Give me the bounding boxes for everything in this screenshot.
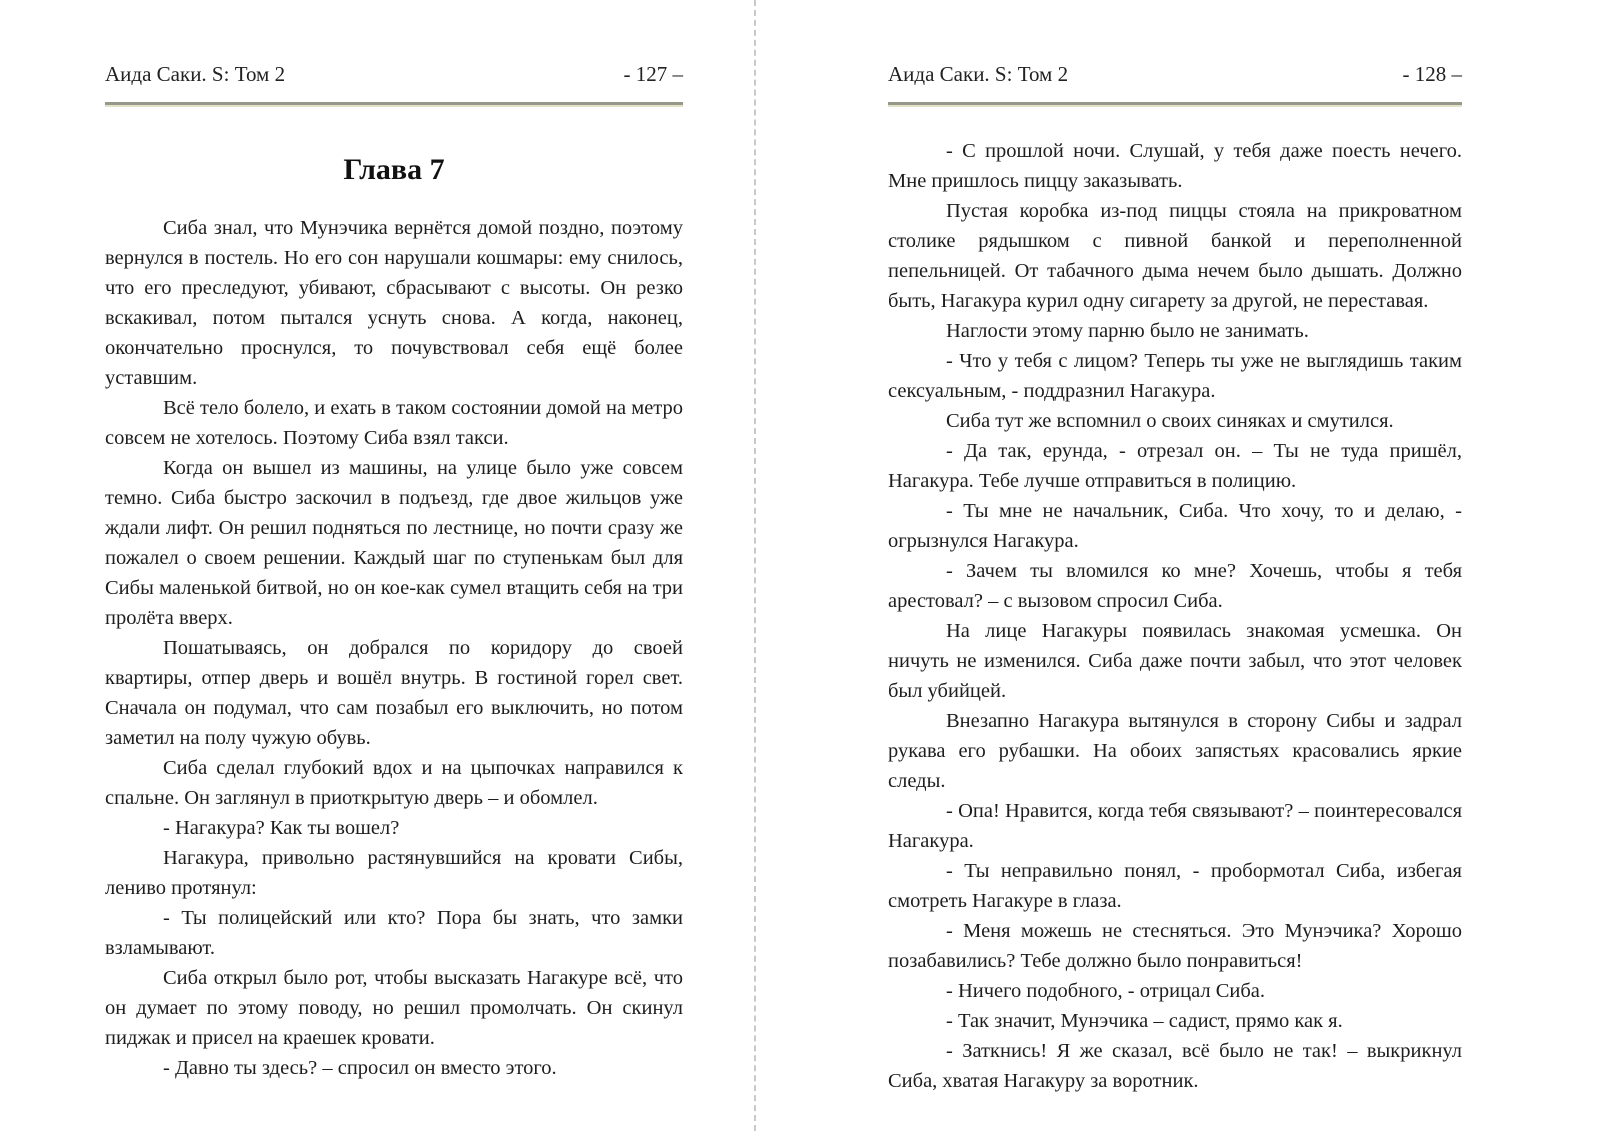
running-header [888, 62, 1462, 87]
header-title: Аида Саки. S: Том 2 [888, 62, 1069, 86]
paragraph: Сиба сделал глубокий вдох и на цыпочках направился к спальне. Он заглянул в приоткрытую дверь – и обомлел. [105, 757, 683, 809]
paragraph: - Меня можешь не стесняться. Это Мунэчика? Хорошо позабавились? Тебе должно было понравиться! [888, 920, 1462, 972]
page-fold-divider [754, 0, 756, 1131]
paragraph: - Ты неправильно понял, - пробормотал Сиба, избегая смотреть Нагакуре в глаза. [888, 860, 1462, 912]
page-number: - 127 – [623, 62, 683, 86]
page-right [888, 62, 1462, 1096]
paragraph: Внезапно Нагакура вытянулся в сторону Сибы и задрал рукава его рубашки. На обоих запястьях красовались яркие следы. [888, 710, 1462, 792]
paragraph: Сиба тут же вспомнил о своих синяках и смутился. [946, 410, 1394, 432]
paragraph: Нагакура, привольно растянувшийся на кровати Сибы, лениво протянул: [105, 847, 683, 899]
header-title: Аида Саки. S: Том 2 [105, 62, 286, 86]
paragraph: Когда он вышел из машины, на улице было уже совсем темно. Сиба быстро заскочил в подъезд, где двое жильцов уже ждали лифт. Он решил подняться по лестнице, но почти сразу же пожалел о своем решении. Каждый шаг по ступенькам был для Сибы маленькой битвой, но он кое-как сумел втащить себя на три пролёта вверх. [105, 457, 683, 629]
paragraph: - Да так, ерунда, - отрезал он. – Ты не туда пришёл, Нагакура. Тебе лучше отправиться в полицию. [888, 440, 1462, 492]
paragraph: - Что у тебя с лицом? Теперь ты уже не выглядишь таким сексуальным, - поддразнил Нагакура. [888, 350, 1462, 402]
chapter-title: Глава 7 [343, 153, 445, 186]
paragraph: - Заткнись! Я же сказал, всё было не так! – выкрикнул Сиба, хватая Нагакуру за воротник. [888, 1040, 1462, 1092]
paragraph: - Ты мне не начальник, Сиба. Что хочу, то и делаю, - огрызнулся Нагакура. [888, 500, 1462, 552]
paragraph: На лице Нагакуры появилась знакомая усмешка. Он ничуть не изменился. Сиба даже почти забыл, что этот человек был убийцей. [888, 620, 1462, 702]
paragraph: - Ничего подобного, - отрицал Сиба. [946, 980, 1266, 1002]
paragraph: - Опа! Нравится, когда тебя связывают? – поинтересовался Нагакура. [888, 800, 1462, 852]
paragraph: Наглости этому парню было не занимать. [946, 320, 1309, 342]
paragraph: Пустая коробка из-под пиццы стояла на прикроватном столике рядышком с пивной банкой и переполненной пепельницей. От табачного дыма нечем было дышать. Должно быть, Нагакура курил одну сигарету за другой, не переставая. [888, 200, 1462, 312]
paragraph: Сиба знал, что Мунэчика вернётся домой поздно, поэтому вернулся в постель. Но его сон нарушали кошмары: ему снилось, что его преследуют, убивают, сбрасывают с высоты. Он резко вскакивал, потом пытался уснуть снова. А когда, наконец, окончательно проснулся, то почувствовал себя ещё более уставшим. [105, 217, 683, 389]
page-body [888, 136, 1462, 1096]
paragraph: Всё тело болело, и ехать в таком состоянии домой на метро совсем не хотелось. Поэтому Сиба взял такси. [105, 397, 683, 449]
header-rule [888, 102, 1462, 107]
paragraph: Пошатываясь, он добрался по коридору до своей квартиры, отпер дверь и вошёл внутрь. В гостиной горел свет. Сначала он подумал, что сам позабыл его выключить, но потом заметил на полу чужую обувь. [105, 637, 683, 749]
paragraph: - Так значит, Мунэчика – садист, прямо как я. [946, 1010, 1343, 1032]
running-header [105, 62, 683, 87]
page-body [105, 213, 683, 1083]
page-left [105, 62, 683, 1083]
paragraph: - Ты полицейский или кто? Пора бы знать, что замки взламывают. [105, 907, 683, 959]
paragraph: - Зачем ты вломился ко мне? Хочешь, чтобы я тебя арестовал? – с вызовом спросил Сиба. [888, 560, 1462, 612]
paragraph: - С прошлой ночи. Слушай, у тебя даже поесть нечего. Мне пришлось пиццу заказывать. [888, 140, 1462, 192]
paragraph: Сиба открыл было рот, чтобы высказать Нагакуре всё, что он думает по этому поводу, но решил промолчать. Он скинул пиджак и присел на краешек кровати. [105, 967, 683, 1049]
paragraph: - Нагакура? Как ты вошел? [163, 817, 400, 839]
page-number: - 128 – [1402, 62, 1462, 86]
header-rule [105, 102, 683, 107]
paragraph: - Давно ты здесь? – спросил он вместо этого. [163, 1057, 557, 1079]
